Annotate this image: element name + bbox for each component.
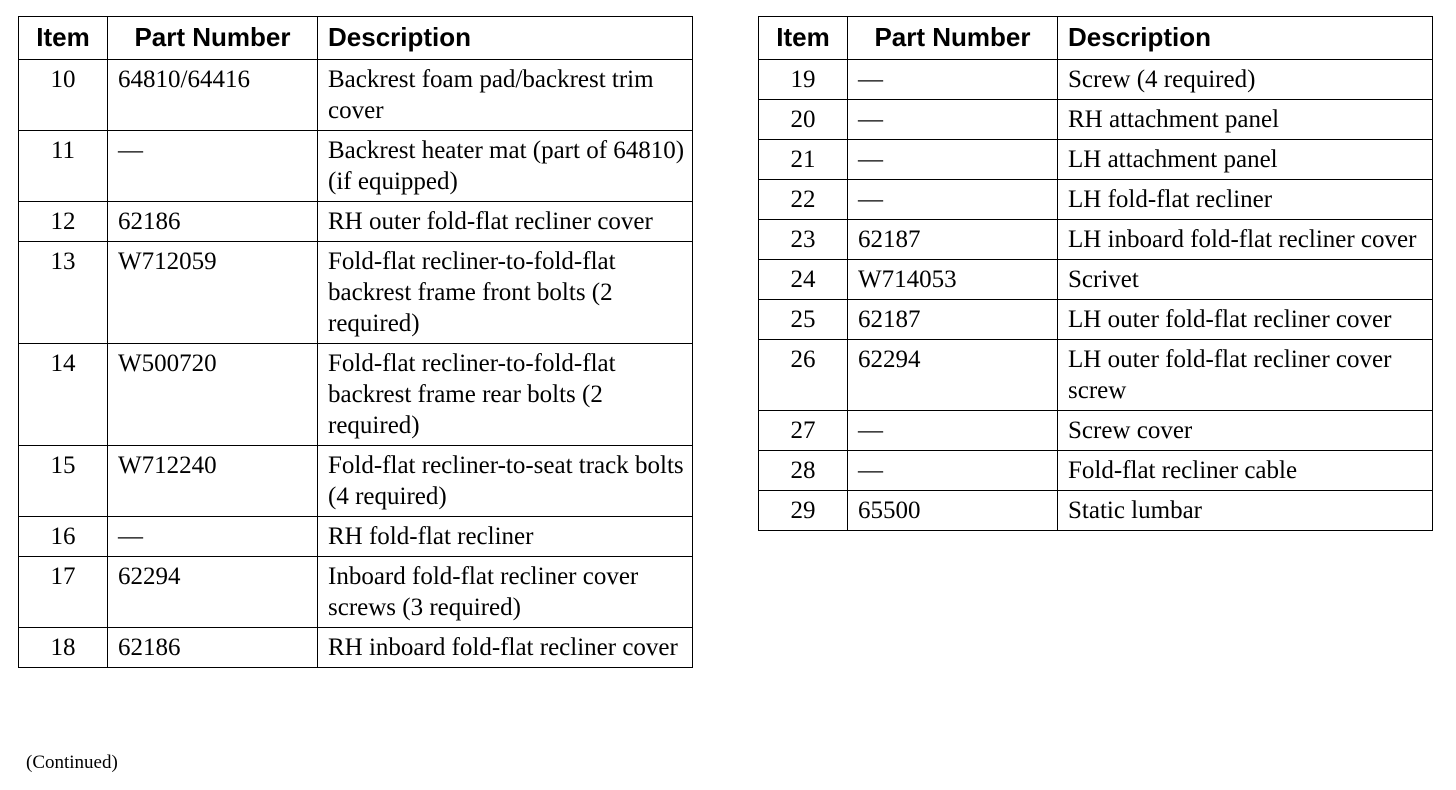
parts-table-right xyxy=(758,16,1433,531)
table-row xyxy=(759,411,1433,451)
table-row xyxy=(19,446,693,517)
item-cell: 29 xyxy=(759,491,848,531)
item-cell: 19 xyxy=(759,60,848,100)
part-number-cell: — xyxy=(848,180,1058,220)
right-table-body xyxy=(759,60,1433,531)
table-row xyxy=(19,131,693,202)
part-number-cell: — xyxy=(848,140,1058,180)
item-cell: 12 xyxy=(19,202,108,242)
left-table-body xyxy=(19,60,693,668)
table-row xyxy=(19,628,693,668)
description-cell: RH fold-flat recliner xyxy=(318,517,693,557)
part-number-cell: 64810/64416 xyxy=(108,60,318,131)
part-number-cell: 62294 xyxy=(848,340,1058,411)
table-row xyxy=(19,202,693,242)
description-cell: Fold-flat recliner-to-fold-flat backrest frame front bolts (2 required) xyxy=(318,242,693,344)
part-number-cell: 62187 xyxy=(848,300,1058,340)
description-cell: LH outer fold-flat recliner cover screw xyxy=(1058,340,1433,411)
part-number-cell: W712240 xyxy=(108,446,318,517)
description-cell: Static lumbar xyxy=(1058,491,1433,531)
part-number-cell: — xyxy=(848,411,1058,451)
part-number-cell: W714053 xyxy=(848,260,1058,300)
part-number-cell: — xyxy=(848,60,1058,100)
item-cell: 24 xyxy=(759,260,848,300)
description-cell: Screw (4 required) xyxy=(1058,60,1433,100)
description-cell: RH outer fold-flat recliner cover xyxy=(318,202,693,242)
continued-note: (Continued) xyxy=(26,752,118,773)
item-cell: 13 xyxy=(19,242,108,344)
item-cell: 10 xyxy=(19,60,108,131)
description-cell: LH outer fold-flat recliner cover xyxy=(1058,300,1433,340)
table-row xyxy=(19,60,693,131)
table-row xyxy=(759,140,1433,180)
item-cell: 27 xyxy=(759,411,848,451)
item-cell: 22 xyxy=(759,180,848,220)
part-number-cell: — xyxy=(108,131,318,202)
description-cell: Scrivet xyxy=(1058,260,1433,300)
table-row xyxy=(759,491,1433,531)
table-row xyxy=(759,340,1433,411)
header-item: Item xyxy=(19,17,108,60)
description-cell: Fold-flat recliner-to-fold-flat backrest frame rear bolts (2 required) xyxy=(318,344,693,446)
header-row xyxy=(19,17,693,60)
part-number-cell: 62294 xyxy=(108,557,318,628)
part-number-cell: 62186 xyxy=(108,202,318,242)
table-row xyxy=(759,180,1433,220)
item-cell: 21 xyxy=(759,140,848,180)
table-row xyxy=(759,260,1433,300)
description-cell: LH fold-flat recliner xyxy=(1058,180,1433,220)
table-row xyxy=(759,60,1433,100)
table-row xyxy=(19,344,693,446)
description-cell: Fold-flat recliner-to-seat track bolts (4 required) xyxy=(318,446,693,517)
table-row xyxy=(19,242,693,344)
header-part-number: Part Number xyxy=(848,17,1058,60)
header-part-number: Part Number xyxy=(108,17,318,60)
item-cell: 25 xyxy=(759,300,848,340)
part-number-cell: W712059 xyxy=(108,242,318,344)
description-cell: RH inboard fold-flat recliner cover xyxy=(318,628,693,668)
description-cell: Screw cover xyxy=(1058,411,1433,451)
item-cell: 28 xyxy=(759,451,848,491)
item-cell: 14 xyxy=(19,344,108,446)
description-cell: Inboard fold-flat recliner cover screws (3 required) xyxy=(318,557,693,628)
item-cell: 17 xyxy=(19,557,108,628)
description-cell: RH attachment panel xyxy=(1058,100,1433,140)
part-number-cell: W500720 xyxy=(108,344,318,446)
table-row xyxy=(759,220,1433,260)
part-number-cell: 62187 xyxy=(848,220,1058,260)
part-number-cell: — xyxy=(848,451,1058,491)
description-cell: Backrest foam pad/backrest trim cover xyxy=(318,60,693,131)
part-number-cell: 65500 xyxy=(848,491,1058,531)
part-number-cell: — xyxy=(848,100,1058,140)
item-cell: 11 xyxy=(19,131,108,202)
table-row xyxy=(19,557,693,628)
table-row xyxy=(759,300,1433,340)
header-row xyxy=(759,17,1433,60)
table-row xyxy=(759,100,1433,140)
header-item: Item xyxy=(759,17,848,60)
item-cell: 15 xyxy=(19,446,108,517)
description-cell: Fold-flat recliner cable xyxy=(1058,451,1433,491)
item-cell: 23 xyxy=(759,220,848,260)
table-row xyxy=(19,517,693,557)
item-cell: 16 xyxy=(19,517,108,557)
header-description: Description xyxy=(318,17,693,60)
parts-table-left xyxy=(18,16,693,668)
item-cell: 18 xyxy=(19,628,108,668)
description-cell: LH inboard fold-flat recliner cover xyxy=(1058,220,1433,260)
description-cell: Backrest heater mat (part of 64810) (if equipped) xyxy=(318,131,693,202)
table-row xyxy=(759,451,1433,491)
part-number-cell: 62186 xyxy=(108,628,318,668)
item-cell: 20 xyxy=(759,100,848,140)
part-number-cell: — xyxy=(108,517,318,557)
description-cell: LH attachment panel xyxy=(1058,140,1433,180)
header-description: Description xyxy=(1058,17,1433,60)
item-cell: 26 xyxy=(759,340,848,411)
